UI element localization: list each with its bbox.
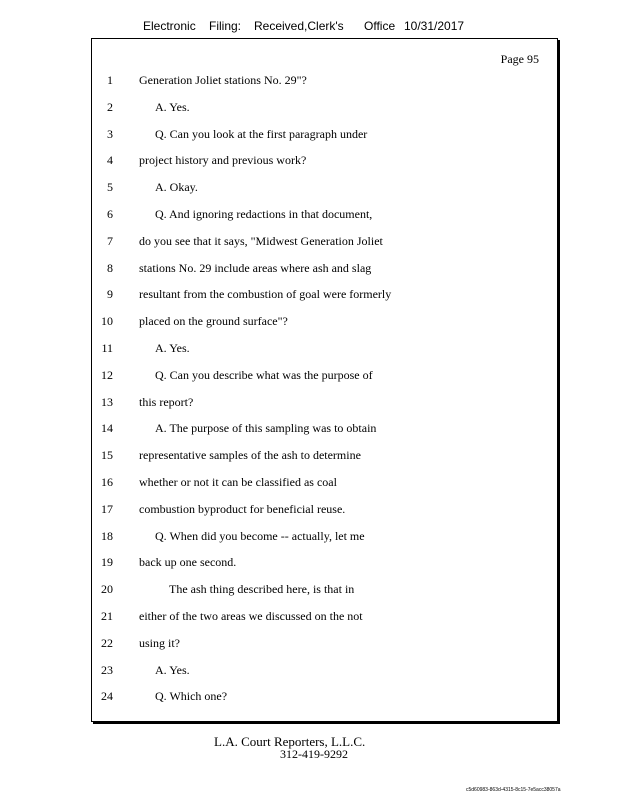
filing-header-label-electronic: Electronic [143,19,196,33]
line-number: 5 [107,180,113,195]
line-text: resultant from the combustion of goal were formerly [139,287,392,302]
transcript-line [92,339,557,357]
line-text: combustion byproduct for beneficial reuse. [139,501,346,516]
line-text: back up one second. [139,555,237,570]
line-number: 24 [101,689,113,704]
transcript-line [92,446,557,464]
transcript-line [92,661,557,679]
transcript-line [92,607,557,625]
line-number: 4 [107,153,113,168]
line-number: 21 [101,609,113,623]
line-number: 9 [107,287,113,302]
transcript-line [92,151,557,169]
line-number: 16 [101,475,113,489]
transcript-line [92,687,557,705]
line-text: do you see that it says, "Midwest Generation Joliet [139,233,383,248]
line-text: Generation Joliet stations No. 29"? [139,73,307,87]
line-text: A. Yes. [155,341,190,355]
line-number: 11 [101,341,113,355]
line-number: 23 [101,662,113,677]
filing-header-date: 10/31/2017 [404,19,465,33]
line-text: whether or not it can be classified as coal [139,475,337,489]
filing-header-label-office: Office [364,19,396,33]
line-number: 2 [107,99,113,114]
line-text: Q. When did you become -- actually, let me [155,528,365,543]
transcript-line [92,312,557,330]
filing-header-label-received: Received,Clerk's [254,19,344,33]
line-text: Q. Which one? [155,689,228,704]
transcript-line [92,285,557,303]
transcript-line [92,98,557,116]
line-number: 7 [107,233,113,248]
line-number: 19 [101,555,113,570]
line-number: 22 [101,635,113,650]
transcript-page [91,38,558,722]
line-text: project history and previous work? [139,153,307,168]
line-number: 3 [107,126,113,141]
line-number: 17 [101,501,113,516]
line-number: 20 [101,582,113,597]
line-text: A. Okay. [155,180,198,195]
transcript-line [92,178,557,196]
line-number: 15 [101,448,113,463]
line-text: Q. Can you describe what was the purpose of [155,367,373,382]
line-number: 12 [101,367,113,382]
transcript-line [92,71,557,89]
line-text: stations No. 29 include areas where ash and slag [139,260,372,275]
line-number: 13 [101,394,113,409]
line-number: 14 [101,421,113,436]
filing-header-label-filing: Filing: [209,19,242,33]
transcript-line [92,580,557,598]
line-text: either of the two areas we discussed on the not [139,609,363,623]
line-text: A. Yes. [155,662,190,677]
line-number: 8 [107,260,113,275]
line-text: placed on the ground surface"? [139,314,288,329]
transcript-line [92,473,557,491]
filing-header [143,19,464,33]
transcript-line [92,500,557,518]
line-text: using it? [139,635,180,650]
line-text: representative samples of the ash to determine [139,448,361,463]
line-text: A. The purpose of this sampling was to obtain [155,421,377,436]
line-text: this report? [139,394,194,409]
transcript-line [92,527,557,545]
transcript-line [92,419,557,437]
line-number: 10 [101,314,113,329]
footer-firm-name: L.A. Court Reporters, L.L.C. [214,734,366,749]
line-text: A. Yes. [155,99,190,114]
footer-phone-number: 312-419-9292 [280,747,348,761]
document-id: c5d60983-863d-4315-8c15-7e5acc38057a [466,787,561,793]
line-number: 1 [107,73,113,87]
transcript-line [92,366,557,384]
transcript-line [92,393,557,411]
transcript-line [92,553,557,571]
transcript-line [92,125,557,143]
transcript-line [92,232,557,250]
transcript-line [92,205,557,223]
line-text: Q. And ignoring redactions in that document, [155,207,373,221]
line-text: Q. Can you look at the first paragraph under [155,126,368,141]
transcript-line [92,259,557,277]
transcript-line [92,634,557,652]
line-number: 18 [101,528,113,543]
line-number: 6 [107,207,113,221]
line-text: The ash thing described here, is that in [169,582,355,597]
page-number: Page 95 [500,52,539,66]
